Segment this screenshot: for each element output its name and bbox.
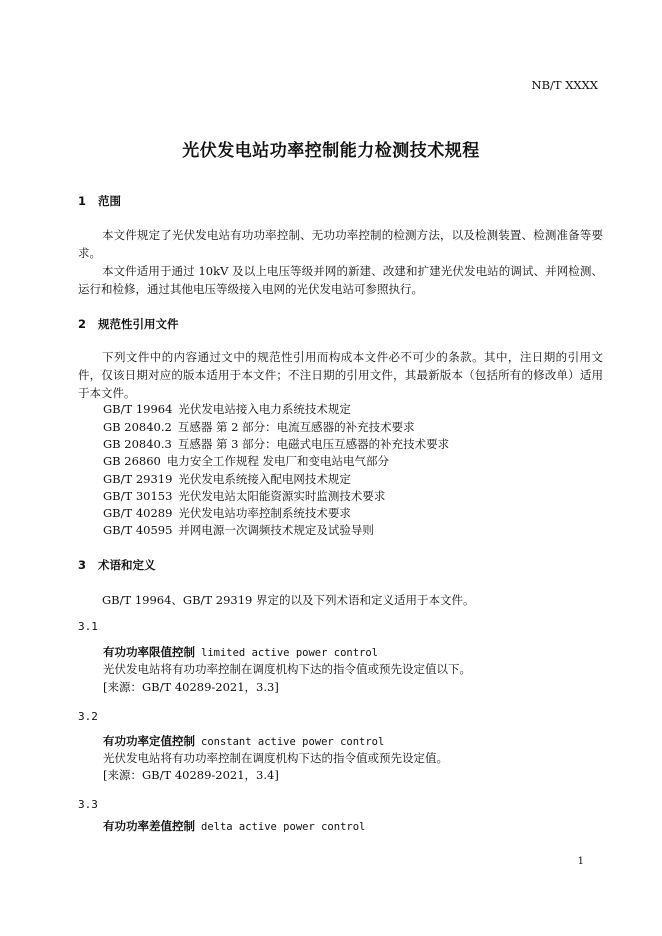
reference-title: 光伏发电站接入电力系统技术规定 (178, 402, 351, 416)
term-chinese: 有功功率差值控制 (103, 819, 195, 833)
section-number: 3 (78, 558, 87, 572)
section-2-heading (78, 316, 179, 332)
term-entry (103, 733, 384, 749)
section-number: 2 (78, 317, 87, 331)
reference-title: 电力安全工作规程 发电厂和变电站电气部分 (166, 454, 390, 468)
reference-item (103, 401, 351, 417)
reference-item (103, 471, 351, 487)
reference-title: 并网电源一次调频技术规定及试验导则 (178, 523, 374, 537)
section-title: 术语和定义 (98, 558, 156, 572)
reference-code: GB 26860 (103, 454, 161, 468)
page-number: 1 (577, 856, 584, 867)
reference-code: GB/T 40289 (103, 506, 173, 520)
section-title: 范围 (98, 194, 121, 208)
reference-code: GB/T 19964 (103, 402, 173, 416)
clause-number: 3.1 (78, 620, 98, 633)
clause-number: 3.2 (78, 710, 98, 723)
section-1-paragraph-1: 本文件规定了光伏发电站有功功率控制、无功功率控制的检测方法，以及检测装置、检测准备等要求。 (78, 228, 603, 260)
reference-title: 光伏发电系统接入配电网技术规定 (178, 472, 351, 486)
term-source: [来源：GB/T 40289-2021，3.3] (103, 680, 279, 694)
section-3-heading (78, 557, 156, 573)
reference-title: 互感器 第 3 部分：电磁式电压互感器的补充技术要求 (177, 437, 450, 451)
term-source: [来源：GB/T 40289-2021，3.4] (103, 768, 279, 782)
term-english: limited active power control (201, 647, 379, 659)
section-number: 1 (78, 194, 87, 208)
reference-title: 光伏发电站太阳能资源实时监测技术要求 (178, 489, 386, 503)
section-1-paragraph-2: 本文件适用于通过 10kV 及以上电压等级并网的新建、改建和扩建光伏发电站的调试、并网检测、运行和检修，通过其他电压等级接入电网的光伏发电站可参照执行。 (78, 264, 603, 296)
reference-item (103, 436, 449, 452)
term-definition: 光伏发电站将有功功率控制在调度机构下达的指令值或预先设定值。 (103, 751, 448, 765)
term-entry (103, 818, 365, 834)
section-2-intro: 下列文件中的内容通过文中的规范性引用而构成本文件必不可少的条款。其中，注日期的引用文件，仅该日期对应的版本适用于本文件；不注日期的引用文件，其最新版本（包括所有的修改单）适用于本文件。 (78, 350, 603, 400)
reference-item (103, 488, 385, 504)
term-chinese: 有功功率定值控制 (103, 734, 195, 748)
reference-item (103, 505, 351, 521)
reference-code: GB 20840.3 (103, 437, 172, 451)
term-english: delta active power control (201, 821, 366, 833)
reference-item (103, 522, 374, 538)
term-entry (103, 644, 378, 660)
reference-item (103, 419, 415, 435)
term-english: constant active power control (201, 736, 385, 748)
reference-title: 光伏发电站功率控制系统技术要求 (178, 506, 351, 520)
standard-code: NB/T XXXX (531, 78, 598, 92)
reference-code: GB/T 40595 (103, 523, 173, 537)
clause-number: 3.3 (78, 798, 98, 811)
section-3-intro: GB/T 19964、GB/T 29319 界定的以及下列术语和定义适用于本文件。 (102, 593, 475, 607)
term-definition: 光伏发电站将有功功率控制在调度机构下达的指令值或预先设定值以下。 (103, 662, 471, 676)
reference-code: GB/T 29319 (103, 472, 173, 486)
document-title: 光伏发电站功率控制能力检测技术规程 (182, 141, 480, 161)
section-title: 规范性引用文件 (98, 317, 179, 331)
reference-item (103, 453, 389, 469)
reference-code: GB 20840.2 (103, 420, 172, 434)
term-chinese: 有功功率限值控制 (103, 645, 195, 659)
section-1-heading (78, 193, 121, 209)
reference-code: GB/T 30153 (103, 489, 173, 503)
reference-title: 互感器 第 2 部分：电流互感器的补充技术要求 (177, 420, 415, 434)
